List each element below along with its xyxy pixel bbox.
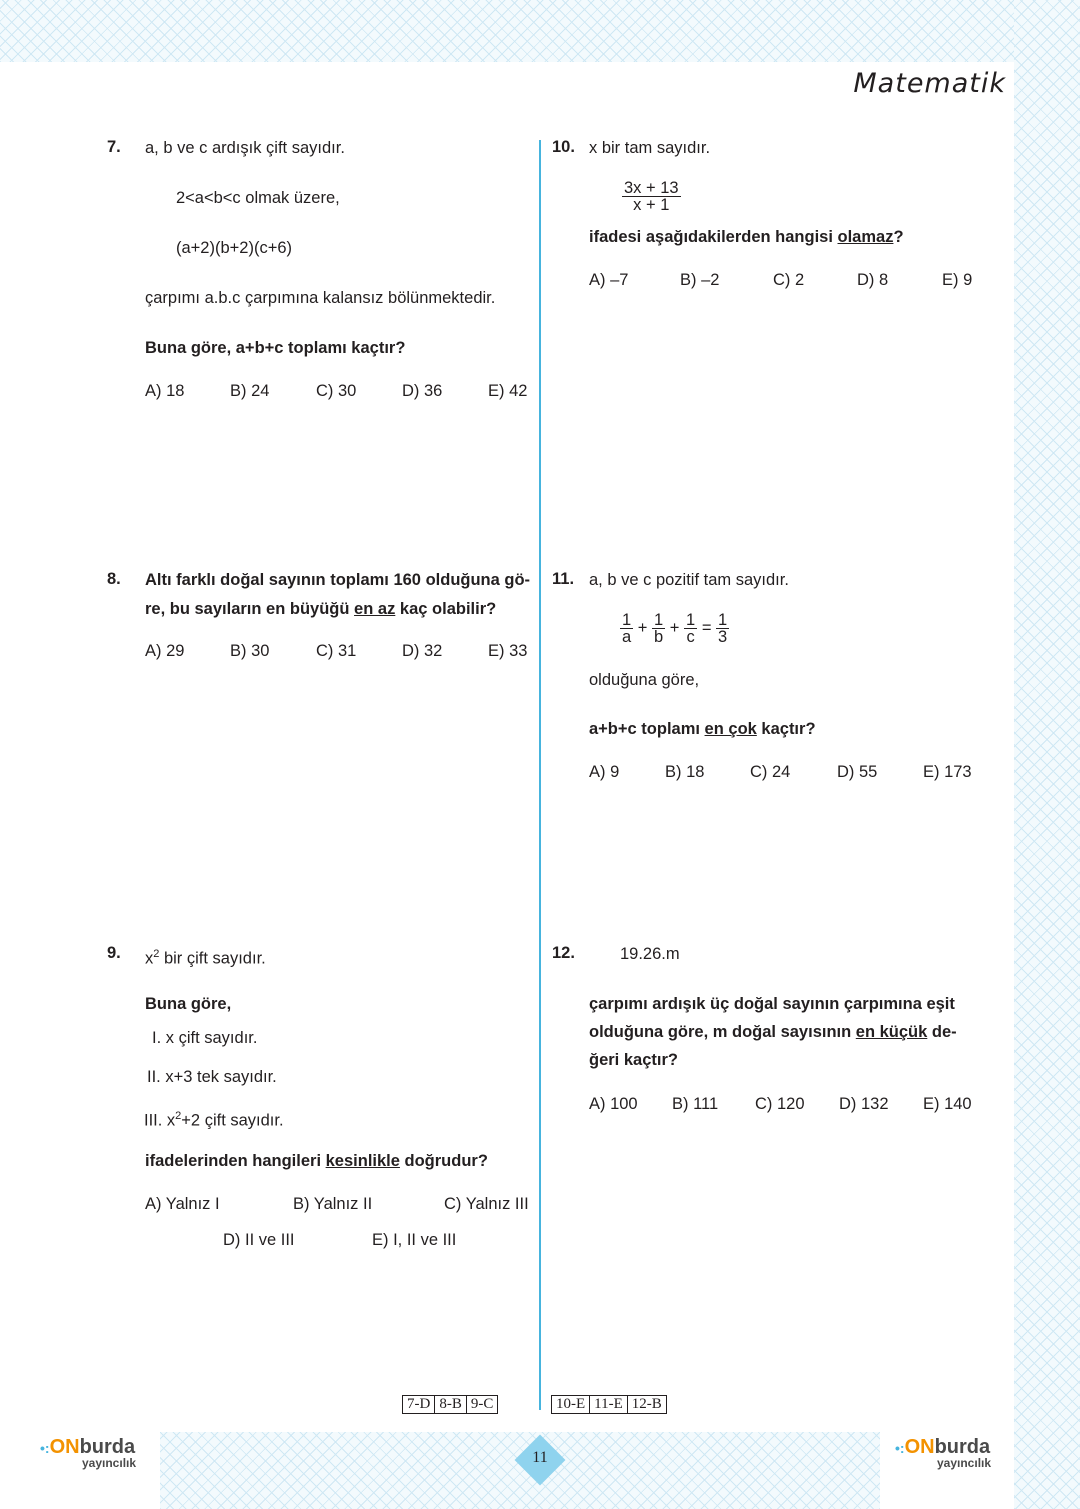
decorative-pattern-right: [1014, 0, 1080, 1509]
emphasis: en küçük: [855, 1023, 928, 1041]
emphasis: kesinlikle: [325, 1152, 400, 1170]
question-prompt: a+b+c toplamı en çok kaçtır?: [589, 720, 816, 738]
question-lead: Buna göre,: [145, 995, 232, 1013]
question-prompt: ifadelerinden hangileri kesinlikle doğrudur?: [145, 1152, 488, 1170]
statement-2: II. x+3 tek sayıdır.: [147, 1068, 277, 1086]
answer-key-item: 11-E: [590, 1396, 628, 1413]
option-a[interactable]: A) 29: [145, 642, 185, 660]
question-text: (a+2)(b+2)(c+6): [176, 239, 293, 257]
question-text: a, b ve c pozitif tam sayıdır.: [589, 571, 789, 589]
question-number: 12.: [552, 944, 575, 962]
answer-key-item: 7-D: [403, 1396, 435, 1413]
question-number: 8.: [107, 570, 121, 588]
question-number: 11.: [552, 570, 575, 588]
question-number: 10.: [552, 138, 575, 156]
option-b[interactable]: B) 111: [672, 1095, 719, 1113]
question-text: a, b ve c ardışık çift sayıdır.: [145, 139, 345, 157]
decorative-pattern-top: [0, 0, 1080, 62]
option-e[interactable]: E) 9: [942, 271, 973, 289]
option-a[interactable]: A) 9: [589, 763, 620, 781]
emphasis: olamaz: [837, 228, 894, 246]
option-e[interactable]: E) 140: [923, 1095, 972, 1113]
question-text: 2<a<b<c olmak üzere,: [176, 189, 340, 207]
answer-key-item: 12-B: [631, 1396, 662, 1412]
question-text: $x^2$ bir çift sayıdır.: [145, 948, 266, 968]
logo-dots-icon: •:: [40, 1440, 50, 1456]
question-text: ğeri kaçtır?: [589, 1051, 678, 1069]
question-text: Altı farklı doğal sayının toplamı 160 olduğuna gö-: [145, 571, 531, 589]
option-c[interactable]: C) 120: [755, 1095, 805, 1113]
option-b[interactable]: B) 30: [230, 642, 270, 660]
option-e[interactable]: E) 33: [488, 642, 528, 660]
emphasis: en az: [354, 600, 396, 618]
option-e[interactable]: E) 42: [488, 382, 528, 400]
option-d[interactable]: D) II ve III: [223, 1231, 295, 1249]
option-a[interactable]: A) 18: [145, 382, 185, 400]
statement-3: III. $x^2+2$ çift sayıdır.: [144, 1110, 284, 1130]
option-b[interactable]: B) 24: [230, 382, 270, 400]
question-text: x bir tam sayıdır.: [589, 139, 711, 157]
option-c[interactable]: C) 24: [750, 763, 791, 781]
page-number: 11: [532, 1449, 548, 1466]
emphasis: en çok: [704, 720, 757, 738]
option-c[interactable]: C) 30: [316, 382, 357, 400]
question-text: olduğuna göre,: [589, 671, 700, 689]
option-d[interactable]: D) 32: [402, 642, 443, 660]
question-text: çarpımı ardışık üç doğal sayının çarpımına eşit: [589, 995, 955, 1013]
logo-dots-icon: •:: [895, 1440, 905, 1456]
option-a[interactable]: A) 100: [589, 1095, 638, 1113]
option-d[interactable]: D) 36: [402, 382, 443, 400]
fraction-expression: $\frac{3x + 13}{x + 1}$: [624, 179, 679, 214]
answer-key-item: 8-B: [435, 1396, 467, 1413]
option-c[interactable]: C) 31: [316, 642, 357, 660]
publisher-logo-left: •:ONburda yayıncılık: [40, 1436, 137, 1470]
answer-key-left: [402, 1395, 498, 1414]
question-number: 7.: [107, 138, 121, 156]
question-prompt: ifadesi aşağıdakilerden hangisi olamaz?: [589, 228, 904, 246]
answer-key-item: 9-C: [470, 1396, 494, 1412]
option-e[interactable]: E) I, II ve III: [372, 1231, 457, 1249]
subject-title: Matematik: [853, 68, 1006, 99]
option-d[interactable]: D) 8: [857, 271, 889, 289]
option-a[interactable]: A) –7: [589, 271, 629, 289]
option-b[interactable]: B) 18: [665, 763, 705, 781]
column-divider: [539, 140, 541, 1410]
option-a[interactable]: A) Yalnız I: [145, 1195, 220, 1213]
publisher-logo-right: •:ONburda yayıncılık: [895, 1436, 992, 1470]
question-text: re, bu sayıların en büyüğü en az kaç olabilir?: [145, 600, 497, 618]
option-b[interactable]: B) Yalnız II: [293, 1195, 373, 1213]
option-d[interactable]: D) 132: [839, 1095, 889, 1113]
question-text: 19.26.m: [620, 945, 680, 963]
answer-key-right: [551, 1395, 667, 1414]
question-prompt: Buna göre, a+b+c toplamı kaçtır?: [145, 339, 406, 357]
question-text: çarpımı a.b.c çarpımına kalansız bölünmektedir.: [145, 289, 496, 307]
option-c[interactable]: C) 2: [773, 271, 805, 289]
option-d[interactable]: D) 55: [837, 763, 878, 781]
question-number: 9.: [107, 944, 121, 962]
statement-1: I. x çift sayıdır.: [152, 1029, 258, 1047]
option-c[interactable]: C) Yalnız III: [444, 1195, 529, 1213]
answer-key-item: 10-E: [552, 1396, 590, 1413]
decorative-pattern-bottom: [160, 1432, 880, 1509]
fraction-equation: $\frac{1}{a}$ + $\frac{1}{b}$ + $\frac{1}{c}$ = $\frac{1}{3}$: [622, 611, 728, 646]
question-text: olduğuna göre, m doğal sayısının en küçük de-: [589, 1023, 957, 1041]
option-b[interactable]: B) –2: [680, 271, 720, 289]
option-e[interactable]: E) 173: [923, 763, 972, 781]
